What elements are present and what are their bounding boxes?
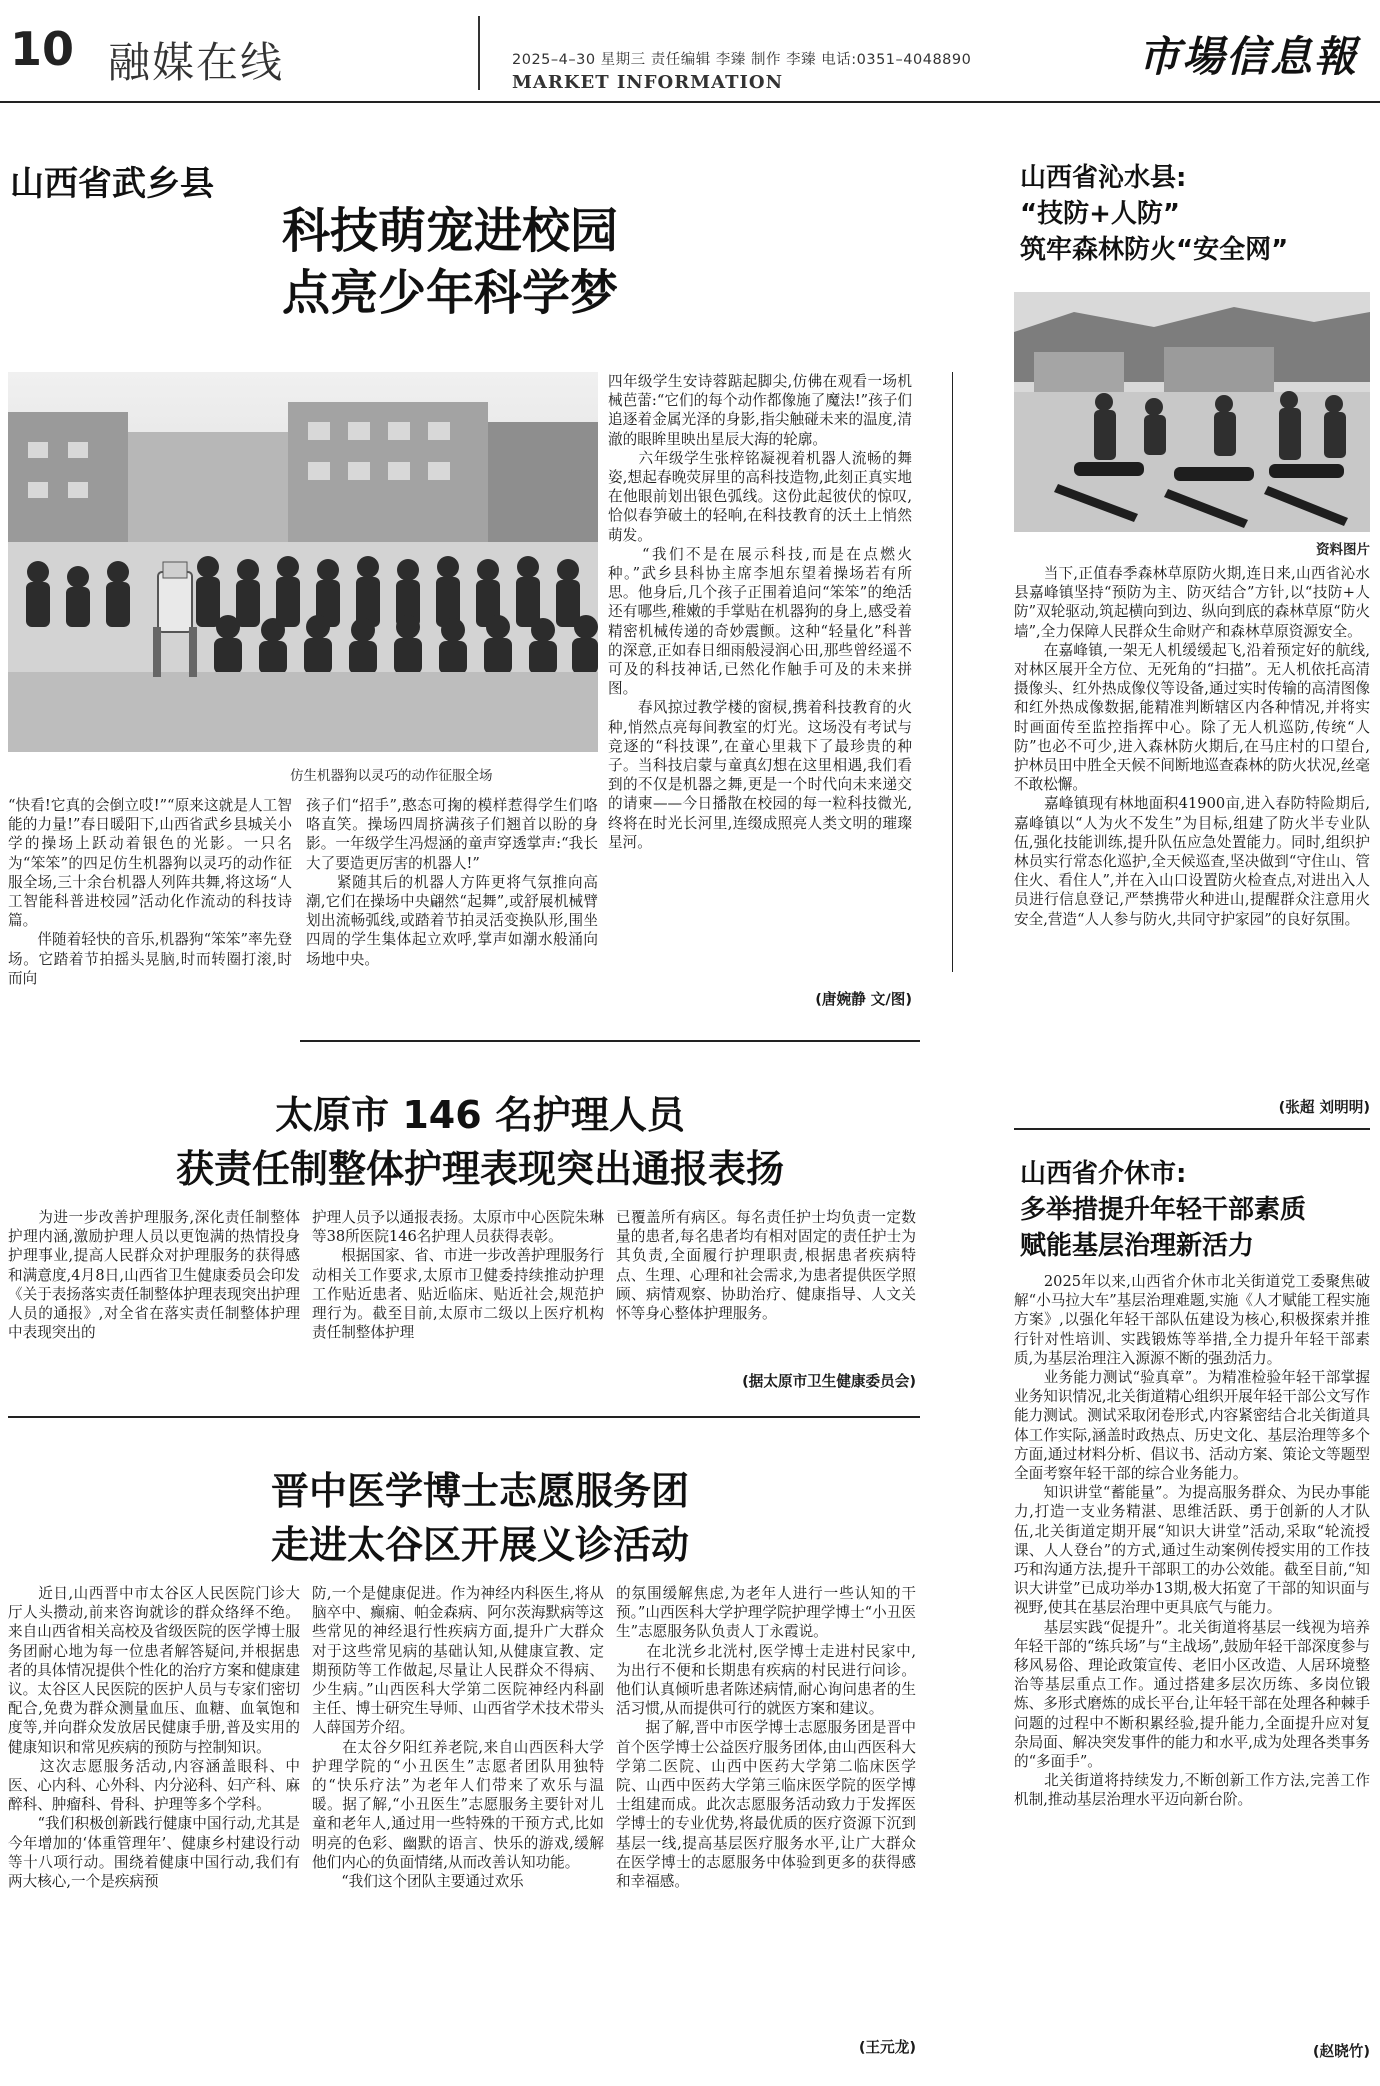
article1-title: [150, 200, 750, 324]
article3-title: [40, 1464, 920, 1572]
article1-title-line1: 科技萌宠进校园: [281, 203, 618, 259]
article5-title-line1: 山西省介休市:: [1020, 1159, 1187, 1189]
article1-kicker: 山西省武乡县: [10, 164, 214, 204]
article3-col3: 的氛围缓解焦虑,为老年人进行一些认知的干预。”山西医科大学护理学院护理学博士“小丑医生”志愿服务队负责人丁永霞说。 在北洸乡北洸村,医学博士走进村民家中,为出行不便和长期患有疾病的村民进行问诊。他们认真倾听患者陈述病情,耐心询问患者的生活习惯,从而提供可行的就医方案和建议。 据了解,晋中市医学博士志愿服务团是晋中首个医学博士公益医疗服务团体,由山西医科大学第二医院、山西中医药大学第二临床医学院、山西中医药大学第三临床医学院的医学博士组建而成。此次志愿服务活动致力于发挥医学博士的专业优势,将最优质的医疗资源下沉到基层一线,提高基层医疗服务水平,让广大群众在医学博士的志愿服务中体验到更多的获得感和幸福感。: [616, 1585, 916, 1891]
section-title: 融媒在线: [108, 38, 285, 87]
article5-byline: (赵晓竹): [1312, 2043, 1370, 2060]
article1-col3: 四年级学生安诗蓉踮起脚尖,仿佛在观看一场机械芭蕾:“它们的每个动作都像施了魔法!”孩子们追逐着金属光泽的身影,指尖触碰未来的温度,清澈的眼眸里映出星辰大海的轮廓。 六年级学生张梓铭凝视着机器人流畅的舞姿,想起春晚荧屏里的高科技造物,此刻正真实地在他眼前划出银色弧线。这份此起彼伏的惊叹,恰似春笋破土的轻响,在科技教育的沃土上悄然萌发。 “我们不是在展示科技,而是在点燃火种。”武乡县科协主席李旭东望着操场若有所思。他身后,几个孩子正围着追问“笨笨”的绝活还有哪些,稚嫩的手掌贴在机器狗的身上,感受着精密机械传递的奇妙震颤。这种“轻量化”科普的深意,正如春日细雨般浸润心田,那些曾经遥不可及的科技神话,已然化作触手可及的未来拼图。 春风掠过教学楼的窗棂,携着科技教育的火种,悄然点亮每间教室的灯光。这场没有考试与竞逐的“科技课”,在童心里栽下了最珍贵的种子。当科技启蒙与童真幻想在这里相遇,我们看到的不仅是机器之舞,更是一个时代向未来递交的请柬——今日播散在校园的每一粒科技微光,终将在时光长河里,连缀成照亮人类文明的璀璨星河。: [608, 373, 912, 851]
article2-title: [40, 1088, 920, 1196]
english-name: MARKET INFORMATION: [512, 72, 784, 93]
article1-byline: (唐婉静 文/图): [815, 991, 912, 1008]
article2-bottom-rule: [8, 1416, 920, 1418]
article2-title-line2: 获责任制整体护理表现突出通报表扬: [175, 1147, 784, 1191]
article2-title-line1: 太原市 146 名护理人员: [275, 1093, 685, 1137]
article5-title-line2: 多举措提升年轻干部素质: [1020, 1195, 1307, 1225]
article4-title: [1020, 160, 1370, 268]
robot-dog-photo: [8, 372, 598, 752]
article1-col1: “快看!它真的会倒立哎!”“原来这就是人工智能的力量!”春日暖阳下,山西省武乡县城关小学的操场上跃动着银色的光影。一只名为“笨笨”的四足仿生机器狗以灵巧的动作征服全场,三十余台机器人列阵共舞,将这场“人工智能科普进校园”活动化作流动的科技诗篇。 伴随着轻快的音乐,机器狗“笨笨”率先登场。它踏着节拍摇头晃脑,时而转圈打滚,时而向: [8, 797, 292, 987]
article4-bottom-rule: [1014, 1128, 1370, 1130]
article2-col1: 为进一步改善护理服务,深化责任制整体护理内涵,激励护理人员以更饱满的热情投身护理事业,提高人民群众对护理服务的获得感和满意度,4月8日,山西省卫生健康委员会印发《关于表扬落实责任制整体护理表现突出护理人员的通报》,对全省在落实责任制整体护理中表现突出的: [8, 1209, 300, 1342]
header-divider: [478, 16, 480, 90]
article3-col2: 防,一个是健康促进。作为神经内科医生,将从脑卒中、癫痫、帕金森病、阿尔茨海默病等这些常见的神经退行性疾病方面,提升广大群众对于这些常见病的基础认知,从健康宣教、定期预防等工作做起,尽量让人民群众不得病、少生病。”山西医科大学第二医院神经内科副主任、博士研究生导师、山西省学术技术带头人薛国芳介绍。 在太谷夕阳红养老院,来自山西医科大学护理学院的“小丑医生”志愿者团队用独特的“快乐疗法”为老年人们带来了欢乐与温暖。据了解,“小丑医生”志愿服务主要针对儿童和老年人,通过用一些特殊的干预方式,比如明亮的色彩、幽默的语言、快乐的游戏,缓解他们内心的负面情绪,从而改善认知功能。 “我们这个团队主要通过欢乐: [312, 1585, 604, 1891]
header-rule: [0, 101, 1380, 103]
article1-title-line2: 点亮少年科学梦: [281, 265, 618, 321]
right-column-divider: [952, 372, 953, 972]
article3-title-line2: 走进太谷区开展义诊活动: [270, 1523, 689, 1567]
firefighters-photo: [1014, 292, 1370, 532]
newspaper-logo: 市場信息報: [1137, 32, 1358, 81]
article5-text: 2025年以来,山西省介休市北关街道党工委聚焦破解“小马拉大车”基层治理难题,实施《人才赋能工程实施方案》,以强化年轻干部队伍建设为核心,积极探索并推行针对性培训、实践锻炼等举措,全力提升年轻干部素质,为基层治理注入源源不断的强劲活力。 业务能力测试“验真章”。为精准检验年轻干部掌握业务知识情况,北关街道精心组织开展年轻干部公文写作能力测试。测试采取闭卷形式,内容紧密结合北关街道具体工作实际,涵盖时政热点、历史文化、基层治理等多个方面,通过材料分析、倡议书、活动方案、策论文等题型全面考察年轻干部的综合业务能力。 知识讲堂“蓄能量”。为提高服务群众、为民办事能力,打造一支业务精湛、思维活跃、勇于创新的人才队伍,北关街道定期开展“知识大讲堂”活动,采取“轮流授课、人人登台”的方式,通过生动案例传授实用的工作技巧和沟通方法,提升干部职工的办公效能。截至目前,“知识大讲堂”已成功举办13期,极大拓宽了干部的知识面与视野,使其在基层治理中更具底气与能力。 基层实践“促提升”。北关街道将基层一线视为培养年轻干部的“练兵场”与“主战场”,鼓励年轻干部深度参与移风易俗、理论政策宣传、老旧小区改造、人居环境整治等基层重点工作。通过搭建多层次历练、多岗位锻炼、多形式磨炼的成长平台,让年轻干部在处理各种棘手问题的过程中不断积累经验,提升能力,全面提升应对复杂局面、解决突发事件的能力和水平,成为处理各类事务的“多面手”。 北关街道将持续发力,不断创新工作方法,完善工作机制,推动基层治理水平迈向新台阶。: [1014, 1273, 1370, 1809]
article4-title-line1: 山西省沁水县:: [1020, 163, 1187, 193]
article1-col2: 孩子们“招手”,憨态可掬的模样惹得学生们咯咯直笑。操场四周挤满孩子们翘首以盼的身影。一年级学生冯煜涵的童声穿透掌声:“我长大了要造更厉害的机器人!” 紧随其后的机器人方阵更将气氛推向高潮,它们在操场中央翩然“起舞”,或舒展机械臂划出流畅弧线,或踏着节拍灵活变换队形,围坐四周的学生集体起立欢呼,掌声如潮水般涌向场地中央。: [306, 797, 598, 968]
article1-bottom-rule: [300, 1040, 920, 1042]
article3-byline: (王元龙): [858, 2039, 916, 2056]
article4-text: 当下,正值春季森林草原防火期,连日来,山西省沁水县嘉峰镇坚持“预防为主、防灭结合”方针,以“技防+人防”双轮驱动,筑起横向到边、纵向到底的森林草原“防火墙”,全力保障人民群众生命财产和森林草原资源安全。 在嘉峰镇,一架无人机缓缓起飞,沿着预定好的航线,对林区展开全方位、无死角的“扫描”。无人机依托高清摄像头、红外热成像仪等设备,通过实时传输的高清图像和红外热成像数据,能精准判断辖区内各种情况,并将实时画面传至监控指挥中心。除了无人机巡防,传统“人防”也必不可少,进入森林防火期后,在马庄村的口望台,护林员田中胜全天候不间断地巡查森林的防火状况,丝毫不敢松懈。 嘉峰镇现有林地面积41900亩,进入春防特险期后,嘉峰镇以“人为火不发生”为目标,组建了防火半专业队伍,强化技能训练,提升队伍应急处置能力。同时,组织护林员实行常态化巡护,全天候巡查,坚决做到“守住山、管住火、看住人”,并在入山口设置防火检查点,对进出入人员进行信息登记,严禁携带火种进山,提醒群众注意用火安全,营造“人人参与防火,共同守护家园”的良好氛围。: [1014, 565, 1370, 928]
article4-title-line3: 筑牢森林防火“安全网”: [1020, 235, 1289, 265]
issue-meta: 2025–4–30 星期三 责任编辑 李臻 制作 李臻 电话:0351–4048890: [512, 52, 972, 68]
article5-title-line3: 赋能基层治理新活力: [1020, 1231, 1255, 1261]
article2-byline: (据太原市卫生健康委员会): [742, 1373, 916, 1390]
article5-title: [1020, 1156, 1370, 1264]
article4-title-line2: “技防+人防”: [1020, 199, 1180, 229]
firefighters-photo-graphic: [1014, 292, 1370, 532]
article4-photo-caption: 资料图片: [1316, 542, 1370, 558]
article3-col1: 近日,山西晋中市太谷区人民医院门诊大厅人头攒动,前来咨询就诊的群众络绎不绝。来自山西省相关高校及省级医院的医学博士服务团耐心地为每一位患者解答疑问,并根据患者的具体情况提供个性化的治疗方案和健康建议。太谷区人民医院的医护人员与专家们密切配合,免费为群众测量血压、血糖、血氧饱和度等,并向群众发放居民健康手册,普及实用的健康知识和常见疾病的预防与控制知识。 这次志愿服务活动,内容涵盖眼科、中医、心内科、心外科、内分泌科、妇产科、麻醉科、肿瘤科、骨科、护理等多个学科。 “我们积极创新践行健康中国行动,尤其是今年增加的‘体重管理年’、健康乡村建设行动等十八项行动。围绕着健康中国行动,我们有两大核心,一个是疾病预: [8, 1585, 300, 1891]
article2-col3: 已覆盖所有病区。每名责任护士均负责一定数量的患者,每名患者均有相对固定的责任护士为其负责,全面履行护理职责,根据患者疾病特点、生理、心理和社会需求,为患者提供医学照顾、病情观察、协助治疗、健康指导、人文关怀等身心整体护理服务。: [616, 1209, 916, 1323]
article4-byline: (张超 刘明明): [1278, 1099, 1370, 1116]
page-number: 10: [10, 22, 75, 76]
article2-col2: 护理人员予以通报表扬。太原市中心医院朱琳等38所医院146名护理人员获得表彰。 根据国家、省、市进一步改善护理服务行动相关工作要求,太原市卫健委持续推动护理工作贴近患者、贴近临床、贴近社会,规范护理行为。截至目前,太原市二级以上医疗机构责任制整体护理: [312, 1209, 604, 1342]
article1-photo-caption: 仿生机器狗以灵巧的动作征服全场: [290, 768, 493, 784]
article3-title-line1: 晋中医学博士志愿服务团: [270, 1469, 689, 1513]
robot-dog-photo-graphic: [8, 372, 598, 752]
